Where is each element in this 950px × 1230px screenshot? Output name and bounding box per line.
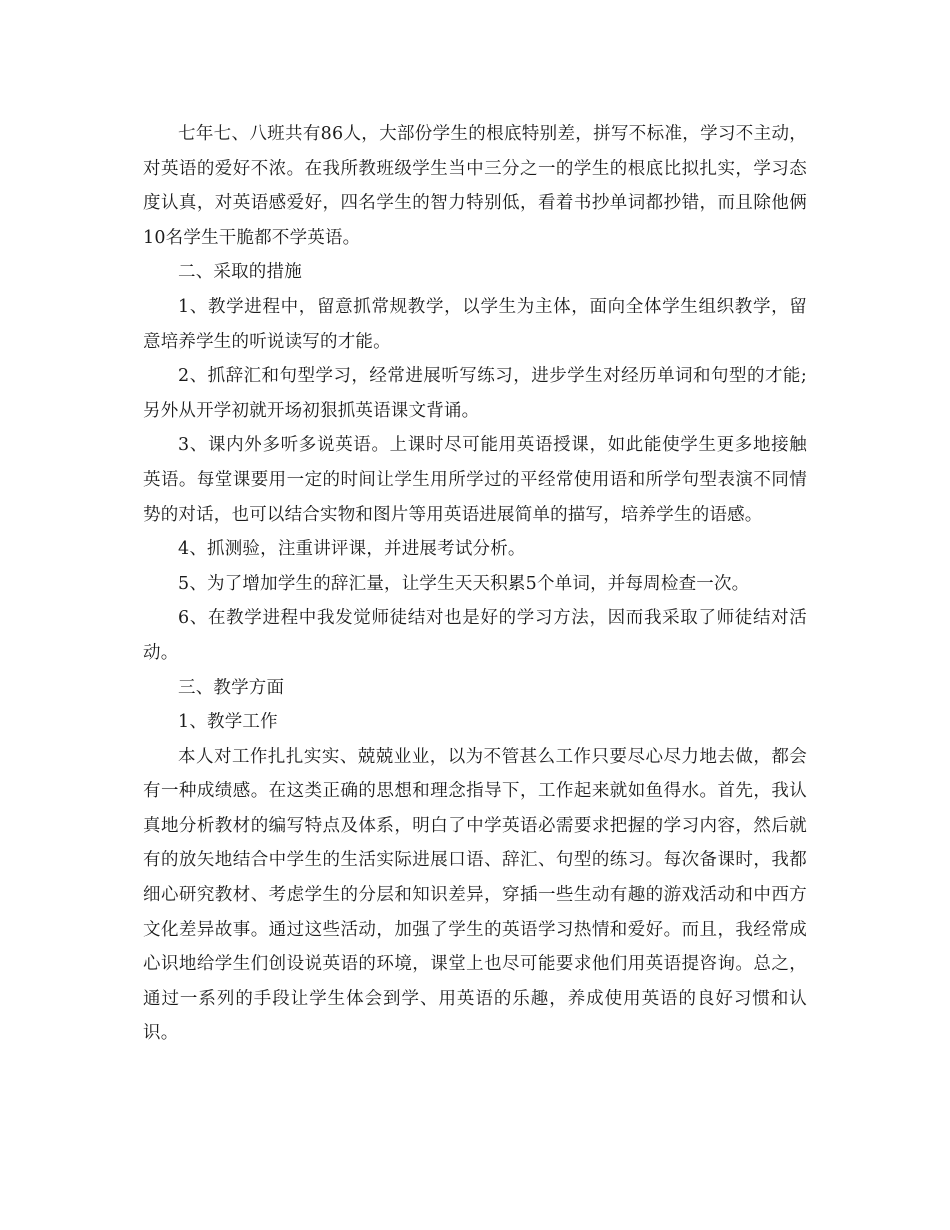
paragraph-measure-2: 2、抓辞汇和句型学习，经常进展听写练习，进步学生对经历单词和句型的才能;另外从开学初就开场初狠抓英语课文背诵。 (143, 366, 807, 421)
paragraph-measure-4: 4、抓测验，注重讲评课，并进展考试分析。 (178, 539, 526, 560)
paragraph-teaching-work: 本人对工作扎扎实实、兢兢业业，以为不管甚么工作只要尽心尽力地去做，都会有一种成绩感。在这类正确的思想和理念指导下，工作起来就如鱼得水。首先，我认真地分析教材的编写特点及体系，明白了中学英语必需要求把握的学习内容，然后就有的放矢地结合中学生的生活实际进展口语、辞汇、句型的练习。每次备课时，我都细心研究教材、考虑学生的分层和知识差异，穿插一些生动有趣的游戏活动和中西方文化差异故事。通过这些活动，加强了学生的英语学习热情和爱好。而且，我经常成心识地给学生们创设说英语的环境，课堂上也尽可能要求他们用英语提咨询。总之，通过一系列的手段让学生体会到学、用英语的乐趣，养成使用英语的良好习惯和认识。 (143, 746, 807, 1044)
paragraph-measure-3: 3、课内外多听多说英语。上课时尽可能用英语授课，如此能使学生更多地接触英语。每堂课要用一定的时间让学生用所学过的平经常使用语和所学句型表演不同情势的对话，也可以结合实物和图片等用英语进展简单的描写，培养学生的语感。 (143, 435, 807, 525)
paragraph-class-situation: 七年七、八班共有86人，大部份学生的根底特别差，拼写不标准，学习不主动，对英语的爱好不浓。在我所教班级学生当中三分之一的学生的根底比拟扎实，学习态度认真，对英语感爱好，四名学生的智力特别低，看着书抄单词都抄错，而且除他俩10名学生干脆都不学英语。 (143, 124, 807, 248)
paragraph-measure-6: 6、在教学进程中我发觉师徒结对也是好的学习方法，因而我采取了师徒结对活动。 (143, 608, 807, 663)
heading-measures: 二、采取的措施 (178, 262, 302, 283)
paragraph-measure-5: 5、为了增加学生的辞汇量，让学生天天积累5个单词，并每周检查一次。 (178, 573, 750, 594)
document-body (143, 117, 807, 1051)
subheading-teaching-work: 1、教学工作 (178, 712, 278, 733)
paragraph-measure-1: 1、教学进程中，留意抓常规教学，以学生为主体，面向全体学生组织教学，留意培养学生的听说读写的才能。 (143, 296, 807, 352)
heading-teaching: 三、教学方面 (178, 677, 285, 698)
